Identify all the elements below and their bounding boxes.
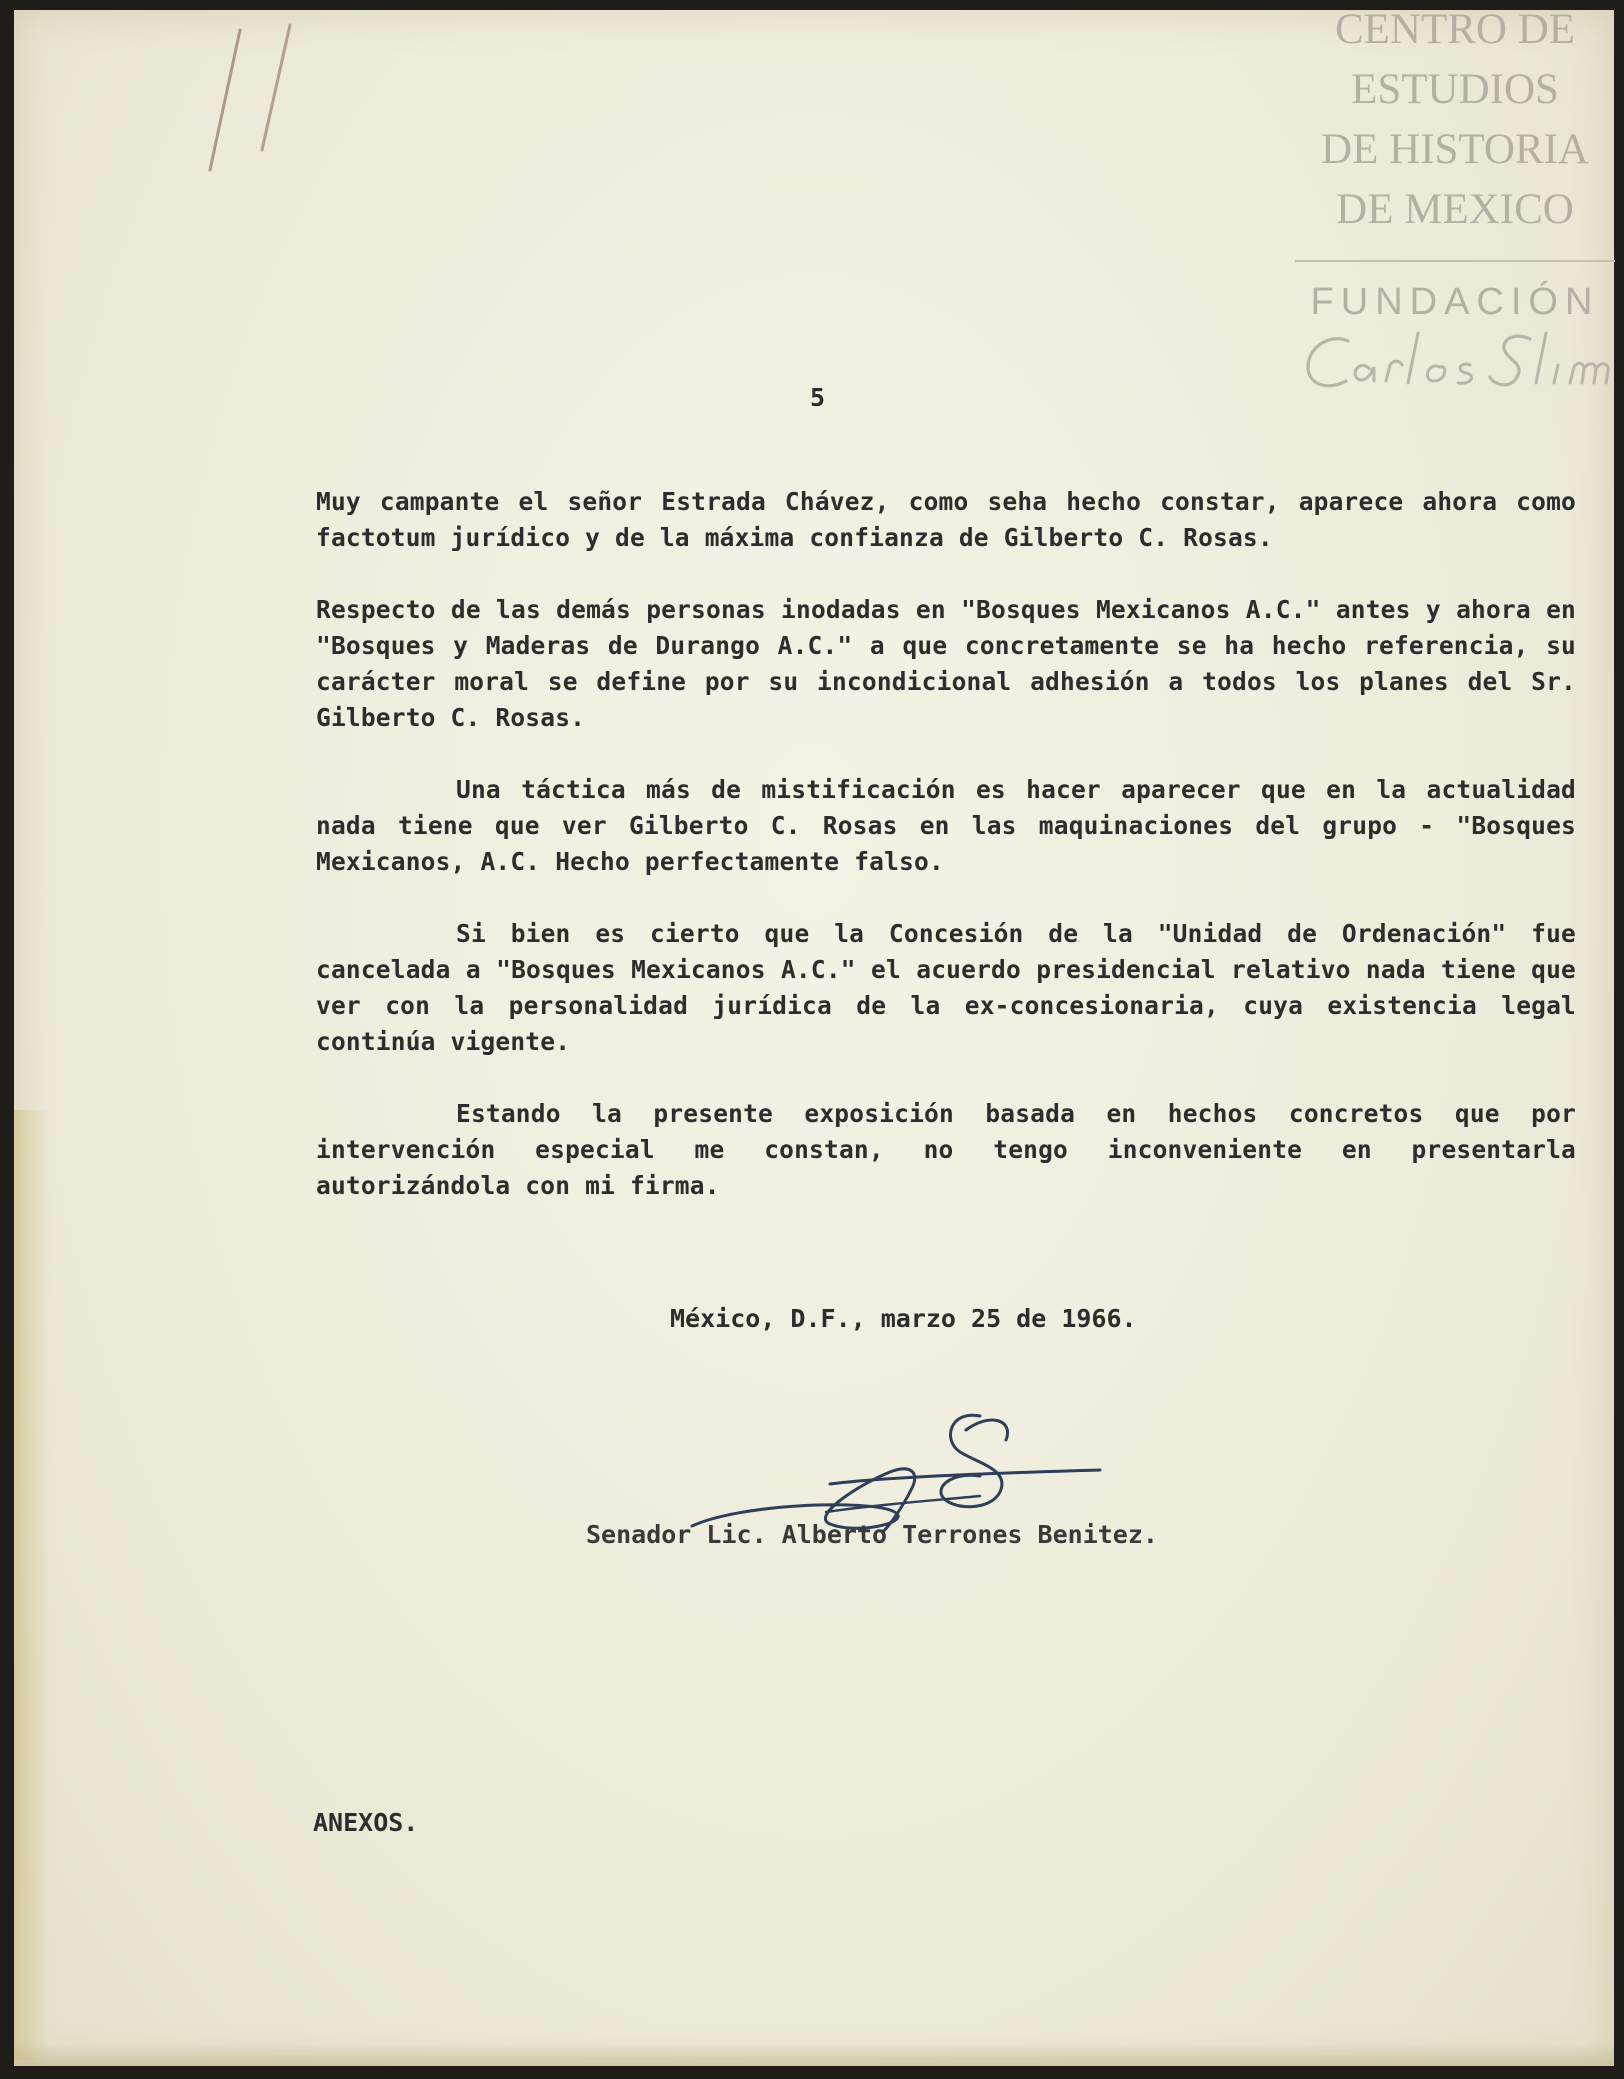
archive-watermark (1290, 0, 1620, 328)
watermark-line: CENTRO DE (1334, 6, 1576, 53)
paragraph: Una táctica más de mistificación es hacer aparecer que en la actualidad nada tiene que ver Gilberto C. Rosas en las maquinaciones del grupo - "Bosques Mexicanos, A.C. Hecho perfectamente falso. (316, 775, 1576, 876)
paragraph: Estando la presente exposición basada en hechos concretos que por intervención especial me constan, no tengo inconveniente en presentarla autorizándola con mi firma. (316, 1099, 1576, 1200)
page-number: 5 (810, 383, 826, 412)
signer-name: Senador Lic. Alberto Terrones Benitez. (586, 1520, 1158, 1549)
place-and-date: México, D.F., marzo 25 de 1966. (670, 1304, 1137, 1333)
watermark-line: ESTUDIOS (1351, 66, 1559, 113)
pencil-mark-icon (190, 20, 310, 180)
watermark-line: DE MEXICO (1336, 186, 1574, 233)
paper-stain-bottom (14, 2044, 1614, 2066)
carlos-slim-logo-icon (1300, 325, 1620, 405)
paragraph: Si bien es cierto que la Concesión de la "Unidad de Ordenación" fue cancelada a "Bosques Mexicanos A.C." el acuerdo presidencial relativo nada tiene que ver con la personalidad jurídica de la ex-concesionaria, cuya existencia legal continúa vigente. (316, 919, 1576, 1056)
watermark-line: DE HISTORIA (1321, 126, 1589, 173)
paper-stain-left (14, 1110, 50, 2060)
watermark-divider (1295, 260, 1615, 262)
paragraph: Muy campante el señor Estrada Chávez, como seha hecho constar, aparece ahora como factotum jurídico y de la máxima confianza de Gilberto C. Rosas. (316, 487, 1576, 552)
watermark-fundacion: FUNDACIÓN (1310, 281, 1600, 323)
letter-body (316, 484, 1576, 1240)
annexes-label: ANEXOS. (313, 1808, 419, 1837)
paragraph: Respecto de las demás personas inodadas en "Bosques Mexicanos A.C." antes y ahora en "Bosques y Maderas de Durango A.C." a que concretamente se ha hecho referencia, su carácter moral se define por su incondicional adhesión a todos los planes del Sr. Gilberto C. Rosas. (316, 595, 1576, 732)
